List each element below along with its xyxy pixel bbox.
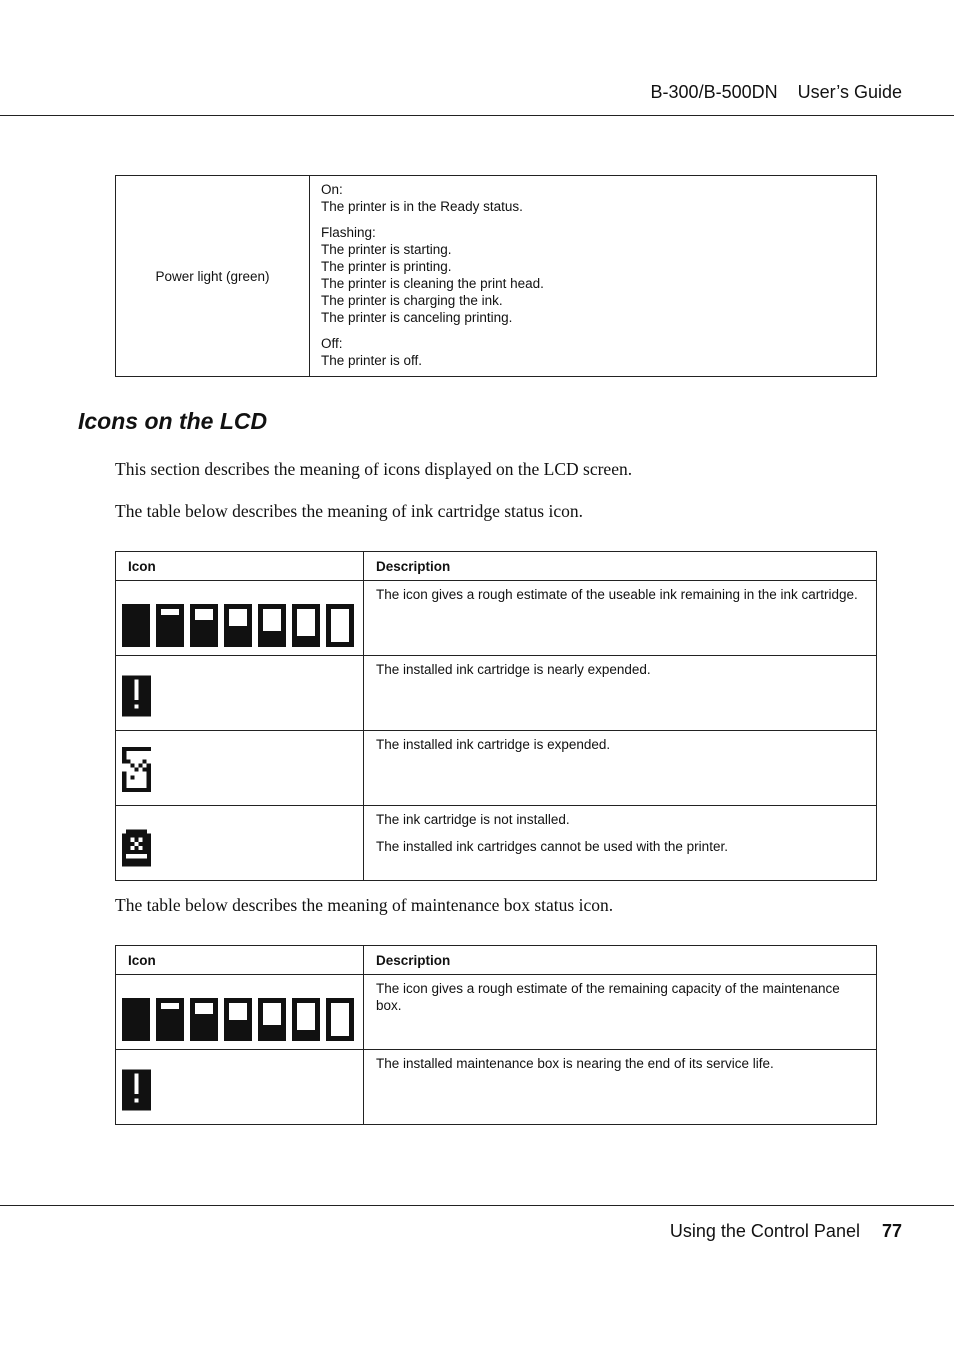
- state-line: The printer is canceling printing.: [321, 310, 513, 325]
- exclamation-icon: [122, 1069, 151, 1111]
- icon-cell: [116, 581, 364, 656]
- description-text: The icon gives a rough estimate of the remaining capacity of the maintenance box.: [376, 981, 840, 1013]
- state-line: The printer is cleaning the print head.: [321, 276, 544, 291]
- light-name-cell: [116, 176, 310, 377]
- state-line: The printer is starting.: [321, 242, 452, 257]
- state-label: Off:: [321, 336, 343, 351]
- description-cell: [364, 731, 877, 806]
- description-text: The installed maintenance box is nearing the end of its service life.: [376, 1056, 774, 1071]
- gauge-empty-window: [263, 609, 281, 631]
- section-intro: This section describes the meaning of icons displayed on the LCD screen.: [115, 459, 633, 479]
- gauge-empty-window: [195, 609, 213, 620]
- gauge-empty-window: [229, 609, 247, 626]
- gauge-empty-window: [331, 1003, 349, 1036]
- gauge-empty-window: [229, 1003, 247, 1020]
- level-gauge-icon: [190, 604, 218, 647]
- table-row: [116, 656, 877, 731]
- cartridge-expended-icon: [122, 747, 151, 792]
- level-gauge-icon: [326, 998, 354, 1041]
- lights-table: [115, 175, 877, 377]
- description-cell: [364, 806, 877, 881]
- ink-table-intro: The table below describes the meaning of ink cartridge status icon.: [115, 501, 583, 521]
- icon-cell: [116, 806, 364, 881]
- state-line: The printer is in the Ready status.: [321, 199, 523, 214]
- page-footer: [670, 1221, 902, 1242]
- level-gauge-icon: [224, 604, 252, 647]
- light-states-cell: [310, 176, 877, 377]
- footer-section: Using the Control Panel: [669, 1221, 860, 1241]
- column-header-description: Description: [364, 946, 877, 975]
- level-gauge-icon: [258, 998, 286, 1041]
- level-gauge-icon: [190, 998, 218, 1041]
- maint-table-intro: The table below describes the meaning of maintenance box status icon.: [115, 895, 614, 915]
- state-label: On:: [321, 182, 343, 197]
- level-gauge-icon: [292, 604, 320, 647]
- ink-status-table: [115, 551, 877, 881]
- maintenance-status-table: [115, 945, 877, 1125]
- level-gauge-icon: [292, 998, 320, 1041]
- state-line: The printer is printing.: [321, 259, 452, 274]
- header-rule: [0, 115, 954, 116]
- icon-cell: [116, 975, 364, 1050]
- gauge-empty-window: [331, 609, 349, 642]
- level-gauge-icon: [156, 604, 184, 647]
- level-gauge-icon: [156, 998, 184, 1041]
- header-model: B-300/B-500DN: [650, 82, 778, 102]
- icon-cell: [116, 731, 364, 806]
- table-header-row: [116, 946, 877, 975]
- page-number: 77: [881, 1221, 902, 1241]
- gauge-empty-window: [195, 1003, 213, 1014]
- table-row: [116, 731, 877, 806]
- level-gauge-icon: [224, 998, 252, 1041]
- description-cell: [364, 656, 877, 731]
- icon-cell: [116, 656, 364, 731]
- state-off: [321, 335, 865, 369]
- table-row: [116, 975, 877, 1050]
- level-gauge-icon: [122, 998, 150, 1041]
- icon-cell: [116, 1050, 364, 1125]
- table-header-row: [116, 552, 877, 581]
- column-header-icon: Icon: [116, 946, 364, 975]
- description-cell: [364, 1050, 877, 1125]
- table-row: [116, 581, 877, 656]
- description-text: The installed ink cartridges cannot be used with the printer.: [376, 839, 728, 854]
- description-text: The installed ink cartridge is expended.: [376, 737, 611, 752]
- gauge-empty-window: [161, 609, 179, 615]
- level-gauge-icon: [326, 604, 354, 647]
- description-text: The installed ink cartridge is nearly expended.: [376, 662, 651, 677]
- maintenance-level-gauge-icons: [122, 998, 357, 1049]
- page-header: [651, 82, 902, 103]
- footer-rule: [0, 1205, 954, 1206]
- state-label: Flashing:: [321, 225, 376, 240]
- state-on: [321, 181, 865, 215]
- light-name: Power light (green): [155, 268, 270, 284]
- description-text: The ink cartridge is not installed.: [376, 812, 570, 827]
- column-header-description: Description: [364, 552, 877, 581]
- header-guide-title: User’s Guide: [797, 82, 902, 102]
- gauge-empty-window: [161, 1003, 179, 1009]
- gauge-empty-window: [297, 1003, 315, 1030]
- description-cell: [364, 581, 877, 656]
- state-line: The printer is off.: [321, 353, 423, 368]
- description-cell: [364, 975, 877, 1050]
- cartridge-error-icon: [122, 829, 151, 867]
- ink-level-gauge-icons: [122, 604, 357, 655]
- column-header-icon: Icon: [116, 552, 364, 581]
- gauge-empty-window: [263, 1003, 281, 1025]
- level-gauge-icon: [122, 604, 150, 647]
- table-row: [116, 1050, 877, 1125]
- description-text: The icon gives a rough estimate of the useable ink remaining in the ink cartridge.: [376, 587, 858, 602]
- section-title: Icons on the LCD: [78, 408, 268, 434]
- table-row: [116, 806, 877, 881]
- exclamation-icon: [122, 675, 151, 717]
- gauge-empty-window: [297, 609, 315, 636]
- state-flashing: [321, 224, 865, 326]
- state-line: The printer is charging the ink.: [321, 293, 503, 308]
- level-gauge-icon: [258, 604, 286, 647]
